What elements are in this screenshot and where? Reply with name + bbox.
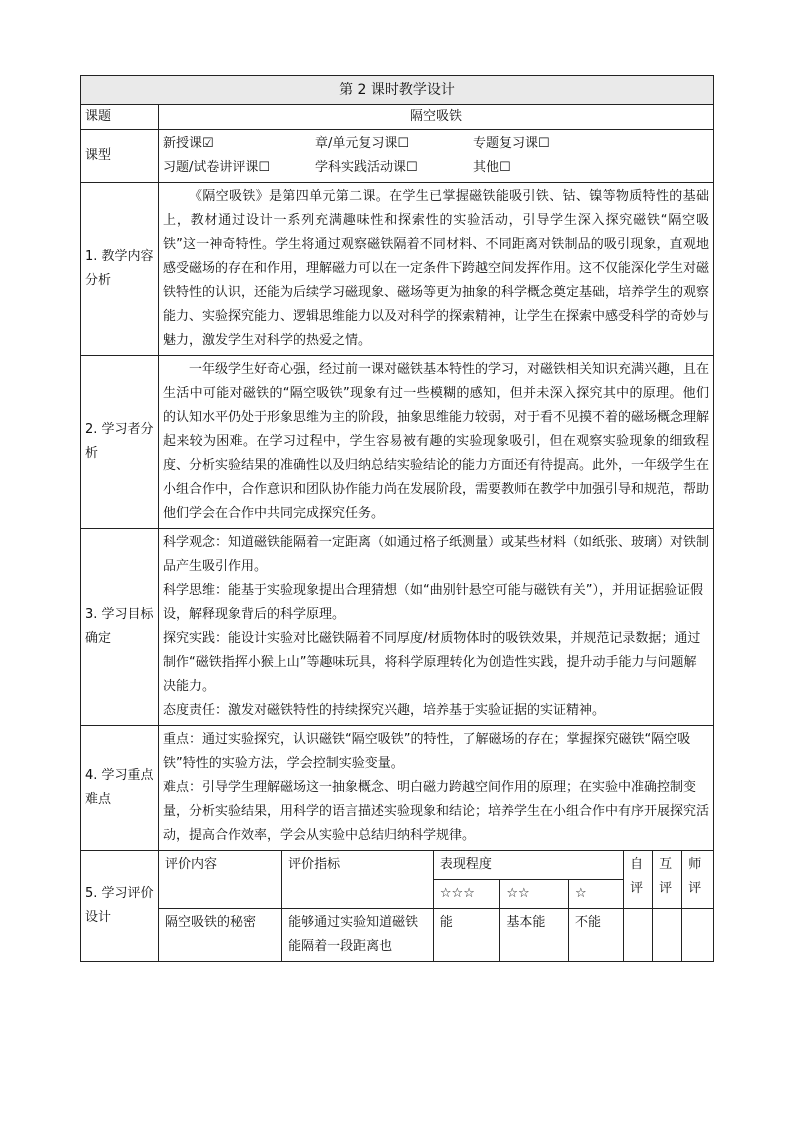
content-analysis-label: 1. 教学内容分析 xyxy=(81,183,159,356)
eval-row-level-2: 基本能 xyxy=(500,909,569,962)
eval-header-teacher: 师评 xyxy=(682,851,713,909)
objectives-cell xyxy=(159,529,714,726)
objective-concept: 科学观念：知道磁铁能隔着一定距离（如通过格子纸测量）或某些材料（如纸张、玻璃）对铁制品产生吸引作用。 xyxy=(163,535,710,574)
evaluation-label: 5. 学习评价设计 xyxy=(81,851,159,962)
eval-row-teacher xyxy=(682,909,713,962)
objective-attitude: 态度责任：激发对磁铁特性的持续探究兴趣，培养基于实验证据的实证精神。 xyxy=(163,703,606,718)
eval-header-content: 评价内容 xyxy=(159,851,282,909)
key-point-focus: 重点：通过实验探究，认识磁铁“隔空吸铁”的特性，了解磁场的存在；掌握探究磁铁“隔空吸铁”特性的实验方法，学会控制实验变量。 xyxy=(163,732,691,771)
eval-level-2-stars: ☆☆ xyxy=(500,880,569,909)
title-row xyxy=(81,76,714,105)
eval-row-level-1: 不能 xyxy=(569,909,624,962)
type-option-new: 新授课☑ xyxy=(163,136,214,151)
eval-header-performance: 表现程度 xyxy=(433,851,623,880)
content-analysis-cell xyxy=(159,183,714,356)
learner-analysis-row xyxy=(81,356,714,529)
objective-thinking: 科学思维：能基于实验现象提出合理猜想（如“曲别针悬空可能与磁铁有关”），并用证据验证假设，解释现象背后的科学原理。 xyxy=(163,583,703,622)
type-option-unit-review: 章/单元复习课☐ xyxy=(315,136,410,151)
eval-row-level-3: 能 xyxy=(433,909,500,962)
learner-analysis-label: 2. 学习者分析 xyxy=(81,356,159,529)
type-option-other: 其他☐ xyxy=(473,160,511,175)
eval-level-1-star: ☆ xyxy=(569,880,624,909)
learner-analysis-cell xyxy=(159,356,714,529)
key-point-difficulty: 难点：引导学生理解磁场这一抽象概念、明白磁力跨越空间作用的原理；在实验中准确控制变量，分析实验结果，用科学的语言描述实验现象和结论；培养学生在小组合作中有序开展探究活动，提高合作效率，学会从实验中总结归纳科学规律。 xyxy=(163,780,710,843)
key-points-cell xyxy=(159,726,714,851)
content-analysis-text: 《隔空吸铁》是第四单元第二课。在学生已掌握磁铁能吸引铁、钴、镍等物质特性的基础上，教材通过设计一系列充满趣味性和探索性的实验活动，引导学生深入探究磁铁“隔空吸铁”这一神奇特性。学生将通过观察磁铁隔着不同材料、不同距离对铁制品的吸引现象，直观地感受磁场的存在和作用，理解磁力可以在一定条件下跨越空间发挥作用。这不仅能深化学生对磁铁特性的认识，还能为后续学习磁现象、磁场等更为抽象的科学概念奠定基础，培养学生的观察能力、实验探究能力、逻辑思维能力以及对科学的探索精神，让学生在探索中感受科学的奇妙与魅力，激发学生对科学的热爱之情。 xyxy=(163,189,710,348)
topic-label: 课题 xyxy=(81,105,159,130)
evaluation-cell xyxy=(159,851,714,962)
type-options-line-2 xyxy=(163,156,709,180)
eval-row-peer xyxy=(653,909,682,962)
objectives-row xyxy=(81,529,714,726)
type-option-practice: 学科实践活动课☐ xyxy=(315,160,418,175)
evaluation-data-row xyxy=(159,909,713,962)
learner-analysis-text: 一年级学生好奇心强，经过前一课对磁铁基本特性的学习，对磁铁相关知识充满兴趣，且在生活中可能对磁铁的“隔空吸铁”现象有过一些模糊的感知，但并未深入探究其中的原理。他们的认知水平仍处于形象思维为主的阶段，抽象思维能力较弱，对于看不见摸不着的磁场概念理解起来较为困难。在学习过程中，学生容易被有趣的实验现象吸引，但在观察实验现象的细致程度、分析实验结果的准确性以及归纳总结实验结论的能力方面还有待提高。此外，一年级学生在小组合作中，合作意识和团队协作能力尚在发展阶段，需要教师在教学中加强引导和规范，帮助他们学会在合作中共同完成探究任务。 xyxy=(163,362,710,521)
type-options-line-1 xyxy=(163,132,709,156)
type-row xyxy=(81,130,714,183)
lesson-plan-sheet xyxy=(80,75,713,962)
content-analysis-row xyxy=(81,183,714,356)
evaluation-table xyxy=(159,851,713,961)
eval-row-self xyxy=(624,909,653,962)
objective-practice: 探究实践：能设计实验对比磁铁隔着不同厚度/材质物体时的吸铁效果，并规范记录数据；通过制作“磁铁指挥小猴上山”等趣味玩具，将科学原理转化为创造性实践，提升动手能力与问题解决能力。 xyxy=(163,631,701,694)
eval-header-peer: 互评 xyxy=(653,851,682,909)
type-option-topic-review: 专题复习课☐ xyxy=(473,136,550,151)
eval-header-self: 自评 xyxy=(624,851,653,909)
eval-row-content: 隔空吸铁的秘密 xyxy=(159,909,282,962)
topic-row xyxy=(81,105,714,130)
evaluation-row xyxy=(81,851,714,962)
eval-header-indicator: 评价指标 xyxy=(282,851,434,909)
lesson-plan-table xyxy=(80,75,714,962)
type-options xyxy=(159,130,714,183)
evaluation-header-row xyxy=(159,851,713,880)
objectives-label: 3. 学习目标确定 xyxy=(81,529,159,726)
type-option-exercise: 习题/试卷讲评课☐ xyxy=(163,160,271,175)
eval-row-indicator: 能够通过实验知道磁铁能隔着一段距离也 xyxy=(282,909,434,962)
key-points-label: 4. 学习重点难点 xyxy=(81,726,159,851)
eval-level-3-stars: ☆☆☆ xyxy=(433,880,500,909)
key-points-row xyxy=(81,726,714,851)
doc-title: 第 2 课时教学设计 xyxy=(81,76,714,105)
topic-value: 隔空吸铁 xyxy=(159,105,714,130)
type-label: 课型 xyxy=(81,130,159,183)
